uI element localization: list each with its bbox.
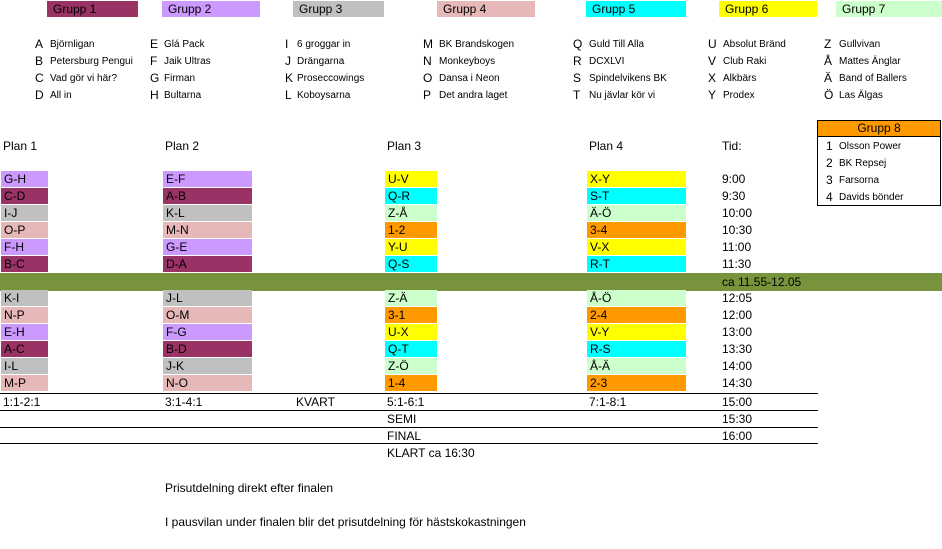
team-letter: 1 [826,139,833,153]
team-letter: Ö [824,88,834,102]
team-name: Spindelvikens BK [589,73,667,84]
team-name: Absolut Bränd [723,39,786,50]
match-time: 10:30 [722,223,753,237]
match-cell: A-B [163,188,252,204]
match-cell: C-D [1,188,48,204]
match-cell: R-S [587,341,686,357]
team-name: 6 groggar in [297,39,351,50]
match-cell: S-T [587,188,686,204]
playoff-cell: 3:1-4:1 [165,395,203,409]
match-time: 13:30 [722,342,753,356]
team-name: Club Raki [723,56,767,67]
match-cell: Ä-Ö [587,205,686,221]
team-name: Guld Till Alla [589,39,645,50]
group-header: Grupp 2 [162,1,260,17]
match-cell: 1-4 [385,375,437,391]
team-letter: V [708,54,717,68]
match-cell: R-T [587,256,686,272]
team-letter: D [35,88,44,102]
match-cell: U-X [385,324,437,340]
team-letter: A [35,37,44,51]
match-time: 14:30 [722,376,753,390]
team-name: Las Älgas [839,90,883,101]
plan-header: Plan 1 [3,139,38,153]
playoff-cell: 16:00 [722,429,753,443]
match-cell: I-J [1,205,48,221]
playoff-cell: SEMI [387,412,417,426]
group-header: Grupp 7 [836,1,942,17]
match-cell: Å-Ä [587,358,686,374]
team-letter: T [573,88,581,102]
team-letter: R [573,54,582,68]
team-name: Vad gör vi här? [50,73,118,84]
team-letter: J [285,54,291,68]
plan-header: Plan 3 [387,139,422,153]
playoff-cell: 5:1-6:1 [387,395,425,409]
match-cell: I-L [1,358,48,374]
team-letter: 2 [826,156,833,170]
team-letter: B [35,54,44,68]
team-name: Koboysarna [297,90,351,101]
team-letter: Å [824,54,833,68]
team-name: Alkbärs [723,73,757,84]
match-cell: V-Y [587,324,686,340]
team-name: Det andra laget [439,90,508,101]
team-name: Drängarna [297,56,345,67]
match-cell: B-D [163,341,252,357]
playoff-cell: 15:30 [722,412,753,426]
match-cell: 2-3 [587,375,686,391]
team-name: BK Brandskogen [439,39,515,50]
match-cell: Z-Ä [385,290,437,306]
match-cell: A-C [1,341,48,357]
team-name: Björnligan [50,39,95,50]
group-header: Grupp 5 [586,1,686,17]
match-cell: J-K [163,358,252,374]
playoff-cell: FINAL [387,429,422,443]
match-cell: G-E [163,239,252,255]
match-cell: E-H [1,324,48,340]
match-cell: Y-U [385,239,437,255]
match-cell: F-G [163,324,252,340]
match-cell: Q-T [385,341,437,357]
team-name: Farsorna [839,175,880,186]
team-letter: I [285,37,289,51]
team-letter: 3 [826,173,833,187]
team-letter: Ä [824,71,833,85]
match-cell: E-F [163,171,252,187]
group-header: Grupp 4 [437,1,535,17]
team-name: Gullvivan [839,39,881,50]
team-name: All in [50,90,72,101]
match-cell: 2-4 [587,307,686,323]
team-name: Nu jävlar kör vi [589,90,656,101]
match-cell: K-L [163,205,252,221]
match-cell: F-H [1,239,48,255]
match-cell: B-C [1,256,48,272]
team-name: Petersburg Pengui [50,56,133,67]
team-letter: O [423,71,433,85]
playoff-cell: 1:1-2:1 [3,395,41,409]
note-text: Prisutdelning direkt efter finalen [165,481,334,495]
match-time: 14:00 [722,359,753,373]
match-cell: 3-1 [385,307,437,323]
team-letter: 4 [826,190,833,204]
plan-header: Tid: [722,139,742,153]
team-letter: X [708,71,717,85]
team-name: Jaik Ultras [164,56,211,67]
break-time: ca 11.55-12.05 [722,275,802,289]
grupp8-header: Grupp 8 [818,121,940,137]
match-cell: V-X [587,239,686,255]
group-header: Grupp 1 [47,1,138,17]
match-cell: Q-R [385,188,437,204]
match-time: 12:05 [722,291,753,305]
team-name: Prodex [723,90,755,101]
team-name: Bultarna [164,90,202,101]
team-letter: K [285,71,294,85]
match-cell: U-V [385,171,437,187]
team-name: Mattes Änglar [839,56,901,67]
team-name: Band of Ballers [839,73,907,84]
match-cell: Q-S [385,256,437,272]
match-cell: D-A [163,256,252,272]
match-time: 10:00 [722,206,753,220]
match-cell: Z-Ö [385,358,437,374]
match-cell: O-P [1,222,48,238]
team-name: DCXLVI [589,56,625,67]
plan-header: Plan 2 [165,139,200,153]
match-time: 9:00 [722,172,746,186]
team-letter: L [285,88,292,102]
team-letter: H [150,88,159,102]
match-cell: N-P [1,307,48,323]
plan-header: Plan 4 [589,139,624,153]
team-name: Proseccowings [297,73,365,84]
match-cell: M-P [1,375,48,391]
team-letter: Z [824,37,832,51]
group-header: Grupp 3 [293,1,384,17]
playoff-cell: 7:1-8:1 [589,395,627,409]
group-header: Grupp 6 [719,1,817,17]
match-cell: Z-Å [385,205,437,221]
note-text: I pausvilan under finalen blir det prisutdelning för hästskokastningen [165,515,526,529]
match-cell: J-L [163,290,252,306]
match-cell: K-I [1,290,48,306]
match-time: 9:30 [722,189,746,203]
playoff-cell: KVART [296,395,335,409]
team-letter: U [708,37,717,51]
team-letter: E [150,37,159,51]
match-cell: O-M [163,307,252,323]
team-name: Monkeyboys [439,56,496,67]
team-letter: Y [708,88,717,102]
team-name: Davids bönder [839,192,904,203]
row-divider [0,443,818,444]
match-time: 12:00 [722,308,753,322]
match-cell: G-H [1,171,48,187]
match-cell: X-Y [587,171,686,187]
team-letter: C [35,71,44,85]
team-letter: M [423,37,433,51]
match-cell: N-O [163,375,252,391]
team-letter: F [150,54,158,68]
team-letter: P [423,88,432,102]
team-name: BK Repsej [839,158,887,169]
match-cell: Å-Ö [587,290,686,306]
playoff-cell: KLART ca 16:30 [387,446,475,460]
playoff-cell: 15:00 [722,395,753,409]
team-letter: N [423,54,432,68]
team-name: Olsson Power [839,141,902,152]
team-letter: G [150,71,160,85]
team-name: Glá Pack [164,39,205,50]
team-name: Dansa i Neon [439,73,500,84]
match-cell: M-N [163,222,252,238]
match-time: 11:00 [722,240,752,254]
team-name: Firman [164,73,196,84]
match-cell: 1-2 [385,222,437,238]
match-time: 11:30 [722,257,752,271]
match-time: 13:00 [722,325,753,339]
team-letter: Q [573,37,583,51]
match-cell: 3-4 [587,222,686,238]
team-letter: S [573,71,582,85]
